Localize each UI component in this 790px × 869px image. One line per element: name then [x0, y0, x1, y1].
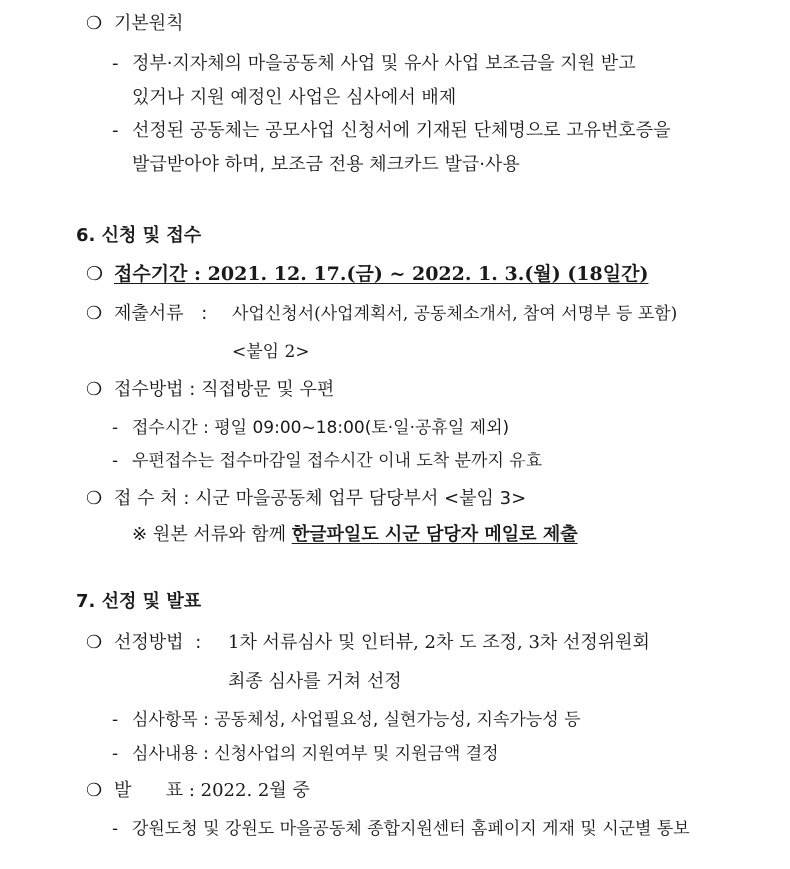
method-value: : 직접방문 및 우편 — [189, 379, 335, 400]
announce-detail-row: - 강원도청 및 강원도 마을공동체 종합지원센터 홈페이지 게재 및 시군별 통보 — [112, 819, 690, 839]
circle-bullet-icon: ❍ — [86, 263, 104, 285]
note-icon: ※ — [132, 524, 148, 545]
section-7-heading: 7. 선정 및 발표 — [76, 591, 202, 612]
principle-item: - 선정된 공동체는 공모사업 신청서에 기재된 단체명으로 고유번호증을 — [112, 120, 671, 141]
note-row: ※ 원본 서류와 함께 한글파일도 시군 담당자 메일로 제출 — [132, 524, 578, 545]
dash-bullet: - — [112, 744, 119, 764]
method-label: 접수방법 — [114, 379, 184, 400]
dash-bullet: - — [112, 710, 119, 730]
section-6-heading: 6. 신청 및 접수 — [76, 225, 202, 246]
selection-value-cont: 최종 심사를 거쳐 선정 — [228, 671, 402, 692]
announce-row — [86, 779, 310, 803]
announce-value: : 2022. 2월 중 — [188, 780, 310, 801]
period-row — [86, 262, 648, 286]
docs-value: 사업신청서(사업계획서, 공동체소개서, 참여 서명부 등 포함) — [232, 304, 678, 324]
time-row: - 접수시간 : 평일 09:00~18:00(토·일·공휴일 제외) — [112, 418, 510, 438]
docs-label: 제출서류 — [114, 303, 184, 324]
dash-bullet: - — [112, 120, 119, 141]
items-row: - 심사항목 : 공동체성, 사업필요성, 실현가능성, 지속가능성 등 — [112, 710, 581, 730]
note-emphasis: 한글파일도 시군 담당자 메일로 제출 — [291, 524, 578, 545]
selection-row — [86, 631, 201, 655]
place-value: : 시군 마을공동체 업무 담당부서 <붙임 3> — [183, 488, 527, 509]
period-text: 접수기간 : 2021. 12. 17.(금) ~ 2022. 1. 3.(월) (18일간) — [114, 263, 649, 285]
principle-heading: ❍ 기본원칙 — [86, 13, 184, 34]
announce-label: 발 표 — [114, 780, 184, 801]
mail-row: - 우편접수는 접수마감일 접수시간 이내 도착 분까지 유효 — [112, 451, 543, 471]
place-row — [86, 487, 526, 511]
circle-bullet-icon: ❍ — [86, 780, 103, 801]
selection-label: 선정방법 — [114, 632, 184, 653]
place-label: 접 수 처 — [114, 488, 178, 509]
dash-bullet: - — [112, 418, 119, 438]
method-row — [86, 378, 334, 402]
principle-item-cont: 있거나 지원 예정인 사업은 심사에서 배제 — [132, 87, 457, 108]
dash-bullet: - — [112, 451, 119, 471]
circle-bullet-icon: ❍ — [86, 632, 103, 653]
content-row: - 심사내용 : 신청사업의 지원여부 및 지원금액 결정 — [112, 744, 499, 764]
dash-bullet: - — [112, 819, 119, 839]
docs-row — [86, 302, 207, 326]
docs-attach: <붙임 2> — [232, 342, 310, 362]
docs-sep: : — [201, 303, 208, 324]
circle-bullet-icon: ❍ — [86, 13, 103, 34]
principle-item: - 정부·지자체의 마을공동체 사업 및 유사 사업 보조금을 지원 받고 — [112, 53, 636, 74]
circle-bullet-icon: ❍ — [86, 379, 103, 400]
selection-value: 1차 서류심사 및 인터뷰, 2차 도 조정, 3차 선정위원회 — [228, 632, 650, 653]
circle-bullet-icon: ❍ — [86, 488, 103, 509]
selection-sep: : — [195, 632, 202, 653]
circle-bullet-icon: ❍ — [86, 303, 103, 324]
principle-item-cont: 발급받아야 하며, 보조금 전용 체크카드 발급·사용 — [132, 154, 520, 175]
dash-bullet: - — [112, 53, 119, 74]
